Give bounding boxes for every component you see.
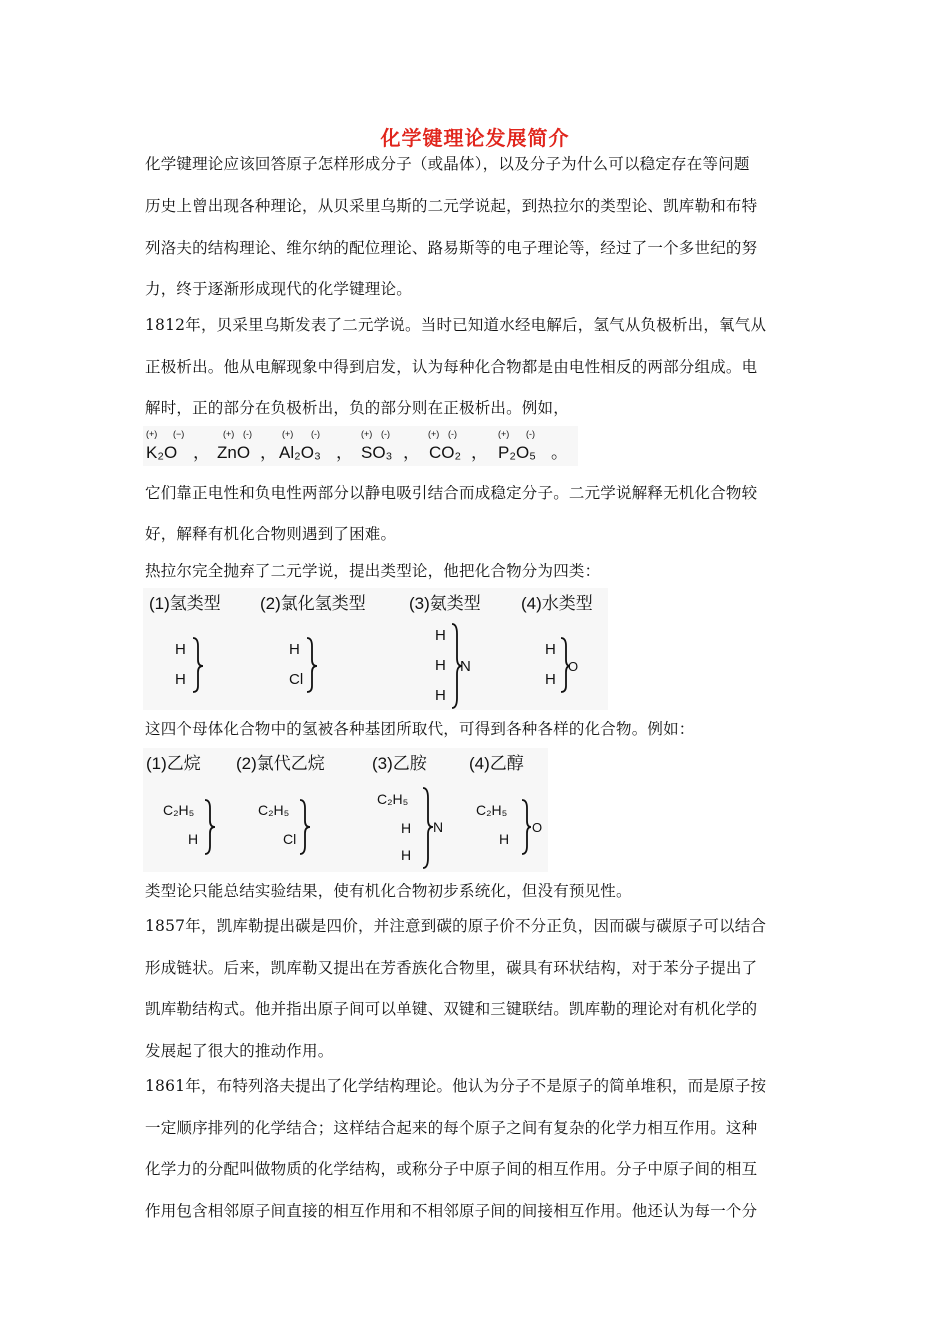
group-label: C₂H₅ <box>476 802 508 818</box>
group-label: C₂H₅ <box>163 802 195 818</box>
atom-label: Cl <box>283 831 297 847</box>
example-label-ethanol: (4)乙醇 <box>469 754 524 773</box>
paragraph-7-line-2: 形成链状。后来，凯库勒又提出在芳香族化合物里，碳具有环状结构，对于苯分子提出了 <box>145 959 758 977</box>
formula-so3: SO₃ <box>361 443 393 462</box>
atom-label: H <box>401 820 412 836</box>
paragraph-8-line-4: 作用包含相邻原子间直接的相互作用和不相邻原子间的间接相互作用。他还认为每一个分 <box>145 1202 758 1220</box>
paragraph-2-line-1: 1812年，贝采里乌斯发表了二元学说。当时已知道水经电解后，氢气从负极析出，氧气从 <box>145 316 767 334</box>
dualism-formula-figure <box>143 426 578 466</box>
atom-label: H <box>401 847 412 863</box>
paragraph-8-line-1: 1861年，布特列洛夫提出了化学结构理论。他认为分子不是原子的简单堆积，而是原子按 <box>145 1077 767 1095</box>
formula-zno: ZnO <box>217 443 251 462</box>
paragraph-4-line-1: 热拉尔完全抛弃了二元学说，提出类型论，他把化合物分为四类： <box>145 562 601 580</box>
example-label-ethylamine: (3)乙胺 <box>372 754 427 773</box>
charge-label: (−) <box>173 429 185 439</box>
group-label: C₂H₅ <box>377 791 409 807</box>
charge-label: (+) <box>498 429 510 439</box>
formula-p2o5: P₂O₅ <box>498 443 537 462</box>
atom-label: H <box>175 641 186 658</box>
atom-label: H <box>499 831 510 847</box>
formula-k2o: K₂O <box>146 443 178 462</box>
paragraph-3-line-1: 它们靠正电性和负电性两部分以静电吸引结合而成稳定分子。二元学说解释无机化合物较 <box>145 484 758 502</box>
paragraph-3-line-2: 好，解释有机化合物则遇到了困难。 <box>145 525 397 543</box>
atom-label: H <box>545 671 556 688</box>
charge-label: (-) <box>526 429 535 439</box>
center-atom-o: O <box>532 820 543 835</box>
atom-label: H <box>175 671 186 688</box>
atom-label: H <box>289 641 300 658</box>
example-label-chloroethane: (2)氯代乙烷 <box>236 754 325 773</box>
type-label-ammonia: (3)氨类型 <box>409 594 481 613</box>
formula-separator: ， <box>471 443 488 462</box>
paragraph-2-line-3: 解时，正的部分在负极析出，负的部分则在正极析出。例如， <box>145 399 569 417</box>
type-label-hydrogen: (1)氢类型 <box>149 594 221 613</box>
type-theory-figure <box>143 588 608 710</box>
charge-label: (+) <box>223 429 235 439</box>
type-label-water: (4)水类型 <box>521 594 593 613</box>
formula-separator: ， <box>336 443 353 462</box>
formula-separator: ， <box>403 443 420 462</box>
charge-label: (-) <box>448 429 457 439</box>
charge-label: (+) <box>146 429 158 439</box>
formula-separator: ， <box>260 443 277 462</box>
center-atom-o: O <box>568 659 579 674</box>
formula-separator: ， <box>193 443 210 462</box>
document-title: 化学键理论发展简介 <box>380 126 570 150</box>
charge-label: (-) <box>381 429 390 439</box>
paragraph-7-line-4: 发展起了很大的推动作用。 <box>145 1042 334 1060</box>
paragraph-5-line-1: 这四个母体化合物中的氢被各种基团所取代，可得到各种各样的化合物。例如： <box>145 720 695 738</box>
paragraph-7-line-3: 凯库勒结构式。他并指出原子间可以单键、双键和三键联结。凯库勒的理论对有机化学的 <box>145 1000 758 1018</box>
atom-label: H <box>188 831 199 847</box>
type-label-hydrogen-chloride: (2)氯化氢类型 <box>260 594 366 613</box>
paragraph-8-line-2: 一定顺序排列的化学结合；这样结合起来的每个原子之间有复杂的化学力相互作用。这种 <box>145 1119 758 1137</box>
atom-label: H <box>545 641 556 658</box>
center-atom-n: N <box>460 658 471 675</box>
charge-label: (+) <box>428 429 440 439</box>
group-label: C₂H₅ <box>258 802 290 818</box>
charge-label: (+) <box>361 429 373 439</box>
formula-separator: 。 <box>551 443 568 462</box>
atom-label: H <box>435 627 446 644</box>
paragraph-1-line-2: 历史上曾出现各种理论，从贝采里乌斯的二元学说起，到热拉尔的类型论、凯库勒和布特 <box>145 197 758 215</box>
charge-label: (-) <box>243 429 252 439</box>
formula-al2o3: Al₂O₃ <box>279 443 321 462</box>
paragraph-1-line-3: 列洛夫的结构理论、维尔纳的配位理论、路易斯等的电子理论等，经过了一个多世纪的努 <box>145 239 758 257</box>
paragraph-2-line-2: 正极析出。他从电解现象中得到启发，认为每种化合物都是由电性相反的两部分组成。电 <box>145 358 758 376</box>
formula-co2: CO₂ <box>429 443 462 462</box>
paragraph-8-line-3: 化学力的分配叫做物质的化学结构，或称分子中原子间的相互作用。分子中原子间的相互 <box>145 1160 758 1178</box>
paragraph-6-line-1: 类型论只能总结实验结果，使有机化合物初步系统化，但没有预见性。 <box>145 882 632 900</box>
paragraph-1-line-4: 力，终于逐渐形成现代的化学键理论。 <box>145 280 412 298</box>
charge-label: (+) <box>282 429 294 439</box>
example-label-ethane: (1)乙烷 <box>146 754 201 773</box>
atom-label: Cl <box>289 671 304 688</box>
center-atom-n: N <box>433 819 444 835</box>
atom-label: H <box>435 657 446 674</box>
charge-label: (-) <box>311 429 320 439</box>
paragraph-1-line-1: 化学键理论应该回答原子怎样形成分子（或晶体），以及分子为什么可以稳定存在等问题 <box>145 155 750 173</box>
substituted-compounds-figure <box>143 748 548 872</box>
atom-label: H <box>435 687 446 704</box>
paragraph-7-line-1: 1857年，凯库勒提出碳是四价，并注意到碳的原子价不分正负，因而碳与碳原子可以结合 <box>145 917 767 935</box>
